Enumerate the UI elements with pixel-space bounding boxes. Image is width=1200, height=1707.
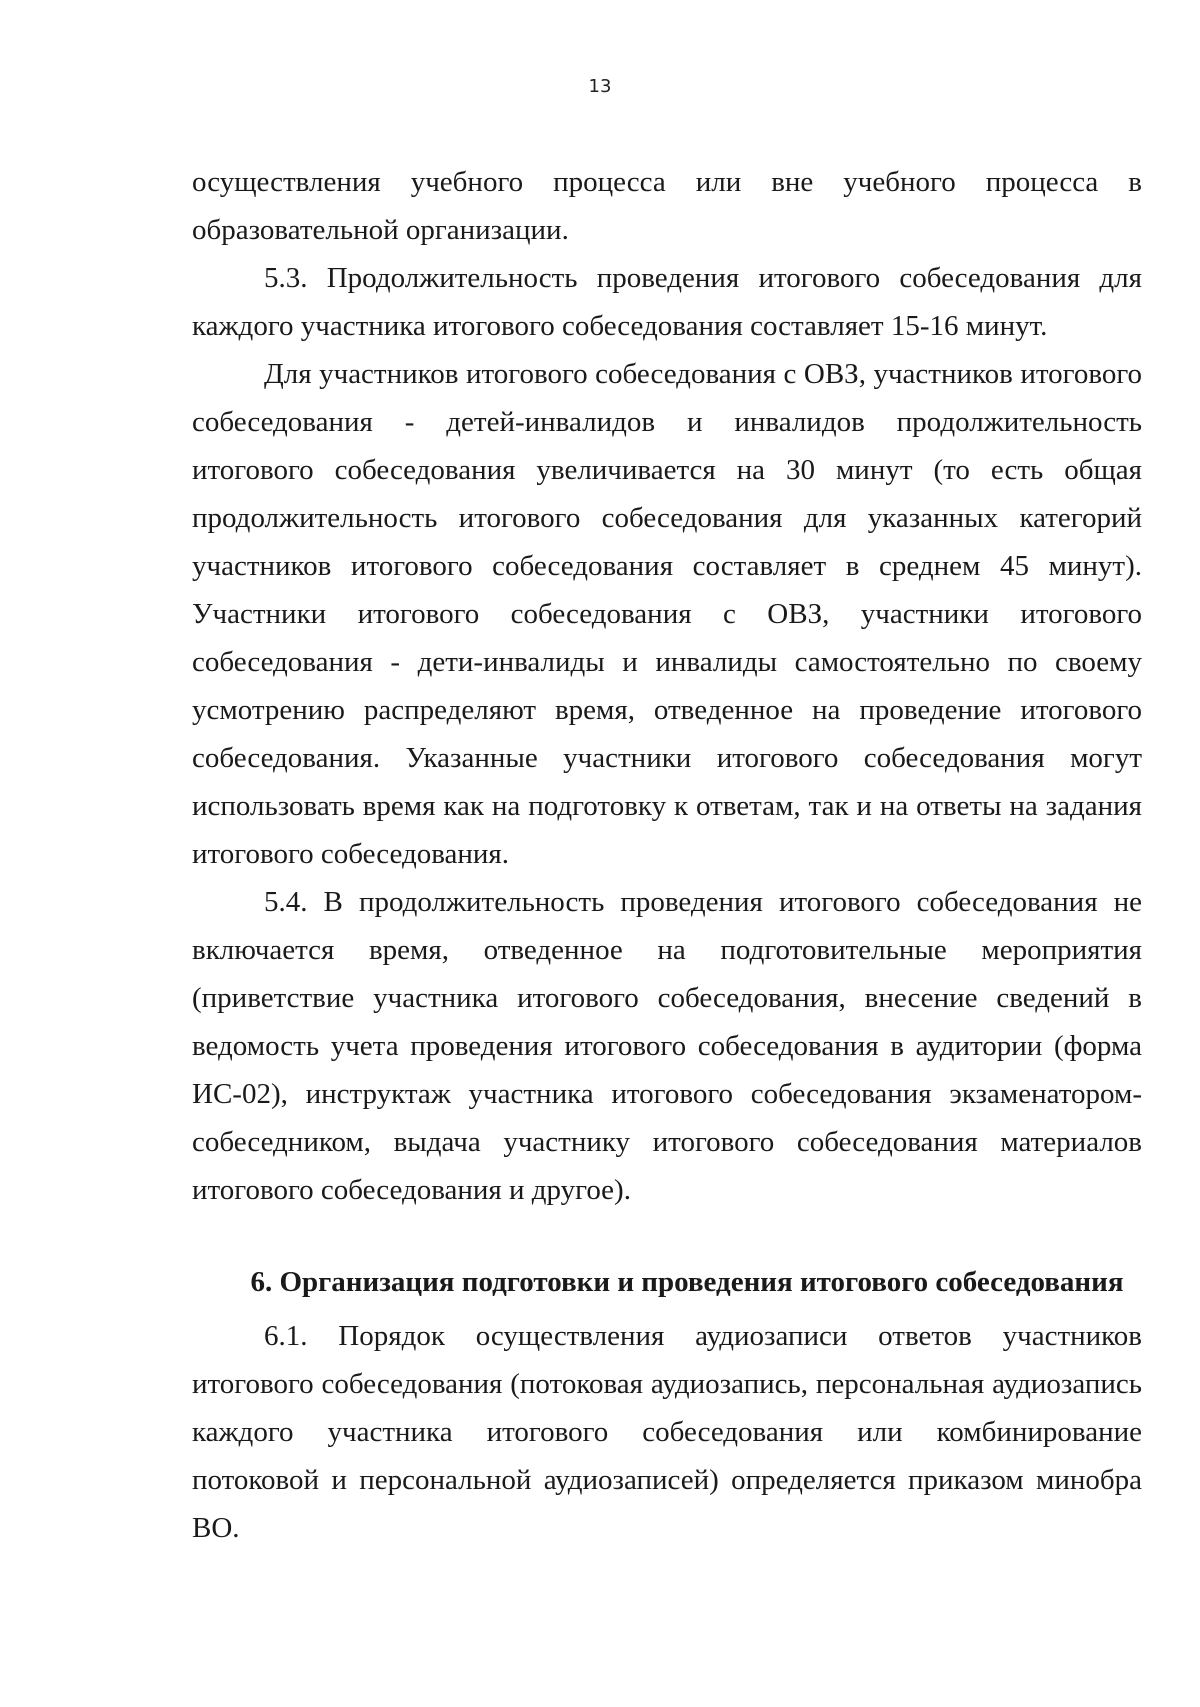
section-heading: 6. Организация подготовки и проведения итогового собеседования [250, 1266, 1124, 1298]
paragraph-continuation: осуществления учебного процесса или вне учебного процесса в образовательной организации. [192, 166, 1142, 246]
page-number: 13 [588, 76, 612, 97]
paragraph-5-4: 5.4. В продолжительность проведения итогового собеседования не включается время, отведенное на подготовительные мероприятия (приветствие участника итогового собеседования, внесение сведений в ведомость учета проведения итогового собеседования в аудитории (форма ИС-02), инструктаж участника итогового собеседования экзаменатором-собеседником, выдача участнику итогового собеседования материалов итогового собеседования и другое). [192, 886, 1142, 1206]
document-body [192, 158, 1142, 1552]
paragraph-5-3: 5.3. Продолжительность проведения итогового собеседования для каждого участника итогового собеседования составляет 15-16 минут. [192, 262, 1142, 342]
paragraph-6-1: 6.1. Порядок осуществления аудиозаписи ответов участников итогового собеседования (потоковая аудиозапись, персональная аудиозапись каждого участника итогового собеседования или комбинирование потоковой и персональной аудиозаписей) определяется приказом минобра ВО. [192, 1320, 1142, 1544]
paragraph-ovz-participants: Для участников итогового собеседования с ОВЗ, участников итогового собеседования - детей-инвалидов и инвалидов продолжительность итогового собеседования увеличивается на 30 минут (то есть общая продолжительность итогового собеседования для указанных категорий участников итогового собеседования составляет в среднем 45 минут). Участники итогового собеседования с ОВЗ, участники итогового собеседования - дети-инвалиды и инвалиды самостоятельно по своему усмотрению распределяют время, отведенное на проведение итогового собеседования. Указанные участники итогового собеседования могут использовать время как на подготовку к ответам, так и на ответы на задания итогового собеседования. [192, 358, 1142, 870]
